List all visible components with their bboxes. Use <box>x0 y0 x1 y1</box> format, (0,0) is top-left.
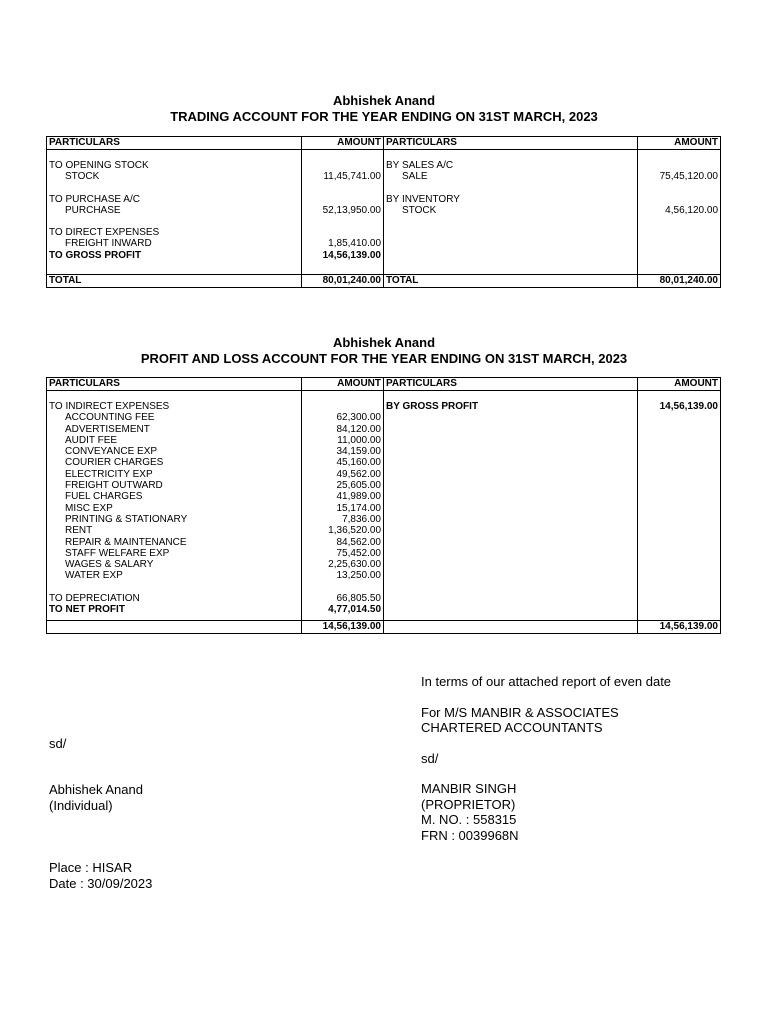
debit-sub: STOCK <box>65 171 100 183</box>
credit-sub: STOCK <box>402 204 437 216</box>
expense-amount: 2,25,630.00 <box>328 559 381 571</box>
frn: FRN : 0039968N <box>421 827 519 843</box>
total-amount-right: 80,01,240.00 <box>638 275 721 288</box>
partner-role: (PROPRIETOR) <box>421 796 516 812</box>
expense-name: ADVERTISEMENT <box>65 423 150 435</box>
total-amount-left: 14,56,139.00 <box>302 621 384 634</box>
indirect-expenses-label: TO INDIRECT EXPENSES <box>49 401 170 412</box>
trading-debit-particulars <box>47 150 302 275</box>
partner-name: MANBIR SINGH <box>421 781 517 796</box>
debit-amount: 52,13,950.00 <box>322 204 381 216</box>
debit-label: TO PURCHASE A/C <box>49 193 140 205</box>
debit-amount: 11,45,741.00 <box>323 171 381 183</box>
expense-amount: 49,562.00 <box>336 468 381 480</box>
pl-account-table <box>46 377 721 634</box>
expense-name: MISC EXP <box>65 502 113 514</box>
debit-label: TO DIRECT EXPENSES <box>49 227 160 239</box>
date: Date : 30/09/2023 <box>49 875 153 891</box>
credit-sub: SALE <box>402 171 428 183</box>
place-date-block <box>49 860 152 891</box>
expense-amount: 11,000.00 <box>337 434 381 446</box>
net-profit-amount: 4,77,014.50 <box>328 604 381 616</box>
table-header-row <box>47 378 721 391</box>
owner-name: Abhishek Anand <box>49 782 143 797</box>
pl-heading: PROFIT AND LOSS ACCOUNT FOR THE YEAR ENDING ON 31ST MARCH, 2023 <box>140 351 628 366</box>
expense-name: RENT <box>65 525 93 537</box>
gross-profit-label: TO GROSS PROFIT <box>49 249 142 261</box>
col-particulars-header: PARTICULARS <box>47 378 302 391</box>
col-amount-header: AMOUNT <box>302 378 384 391</box>
trading-body-row <box>47 150 721 275</box>
firm-name: For M/S MANBIR & ASSOCIATES <box>421 704 619 720</box>
trading-account-table <box>46 136 721 288</box>
debit-sub: PURCHASE <box>65 204 121 216</box>
col-particulars-header: PARTICULARS <box>47 137 302 150</box>
credit-label: BY INVENTORY <box>386 193 460 205</box>
net-profit-label: TO NET PROFIT <box>49 604 125 616</box>
debit-sub: FREIGHT INWARD <box>65 238 152 250</box>
gross-profit-label: BY GROSS PROFIT <box>386 401 479 412</box>
expense-name: AUDIT FEE <box>65 434 118 446</box>
expense-name: STAFF WELFARE EXP <box>65 547 170 559</box>
total-label-blank <box>384 621 638 634</box>
pl-debit-amounts <box>302 391 384 621</box>
expense-amount: 13,250.00 <box>336 570 381 582</box>
trading-company-name: Abhishek Anand <box>332 93 436 108</box>
place: Place : HISAR <box>49 860 133 875</box>
expense-amount: 84,562.00 <box>336 536 381 548</box>
pl-debit-particulars <box>47 391 302 621</box>
pl-total-row <box>47 621 721 634</box>
expense-name: PRINTING & STATIONARY <box>65 513 188 525</box>
col-amount-header: AMOUNT <box>302 137 384 150</box>
owner-block <box>49 782 143 813</box>
expense-amount: 34,159.00 <box>336 446 381 458</box>
depreciation-label: TO DEPRECIATION <box>49 592 140 604</box>
expense-amount: 84,120.00 <box>336 423 381 435</box>
trading-total-row <box>47 275 721 288</box>
table-header-row <box>47 137 721 150</box>
trading-debit-amounts <box>302 150 384 275</box>
expense-amount: 41,989.00 <box>336 491 381 503</box>
pl-body-row <box>47 391 721 621</box>
col-particulars-header: PARTICULARS <box>384 378 638 391</box>
membership-no: M. NO. : 558315 <box>421 812 517 827</box>
credit-amount: 75,45,120.00 <box>659 171 718 183</box>
total-label: TOTAL <box>384 275 638 288</box>
expense-name: FUEL CHARGES <box>65 491 143 503</box>
debit-amount: 1,85,410.00 <box>328 238 381 250</box>
expense-name: WATER EXP <box>65 570 123 582</box>
expense-name: ACCOUNTING FEE <box>65 412 155 424</box>
pl-company-name: Abhishek Anand <box>332 335 436 350</box>
gross-profit-amount: 14,56,139.00 <box>659 401 718 412</box>
auditor-sd: sd/ <box>421 750 439 766</box>
trading-credit-amounts <box>638 150 721 275</box>
expense-name: ELECTRICITY EXP <box>65 468 153 480</box>
expense-amount: 45,160.00 <box>336 457 381 469</box>
auditor-block <box>421 674 671 843</box>
trading-credit-particulars <box>384 150 638 275</box>
expense-amount: 75,452.00 <box>336 547 381 559</box>
col-amount-header: AMOUNT <box>638 378 721 391</box>
expense-amount: 7,836.00 <box>342 513 381 525</box>
expense-name: CONVEYANCE EXP <box>65 446 158 458</box>
pl-credit-amounts <box>638 391 721 621</box>
col-amount-header: AMOUNT <box>638 137 721 150</box>
expense-amount: 25,605.00 <box>336 480 381 492</box>
gross-profit-amount: 14,56,139.00 <box>322 249 381 261</box>
depreciation-amount: 66,805.50 <box>336 592 381 604</box>
owner-type: (Individual) <box>49 797 113 813</box>
expense-amount: 1,36,520.00 <box>328 525 381 537</box>
credit-label: BY SALES A/C <box>386 160 454 171</box>
total-label-blank <box>47 621 302 634</box>
total-amount-right: 14,56,139.00 <box>638 621 721 634</box>
trading-heading: TRADING ACCOUNT FOR THE YEAR ENDING ON 31ST MARCH, 2023 <box>170 109 598 124</box>
report-line: In terms of our attached report of even date <box>421 674 672 689</box>
expense-amount: 15,174.00 <box>336 502 381 514</box>
col-particulars-header: PARTICULARS <box>384 137 638 150</box>
expense-name: FREIGHT OUTWARD <box>65 480 163 492</box>
debit-label: TO OPENING STOCK <box>49 160 149 171</box>
expense-amount: 62,300.00 <box>336 412 381 424</box>
total-label: TOTAL <box>47 275 302 288</box>
expense-name: REPAIR & MAINTENANCE <box>65 536 187 548</box>
total-amount-left: 80,01,240.00 <box>302 275 384 288</box>
credit-amount: 4,56,120.00 <box>665 204 718 216</box>
owner-sd: sd/ <box>49 736 67 751</box>
expense-name: WAGES & SALARY <box>65 559 154 571</box>
pl-credit-particulars <box>384 391 638 621</box>
firm-designation: CHARTERED ACCOUNTANTS <box>421 720 603 735</box>
expense-name: COURIER CHARGES <box>65 457 164 469</box>
